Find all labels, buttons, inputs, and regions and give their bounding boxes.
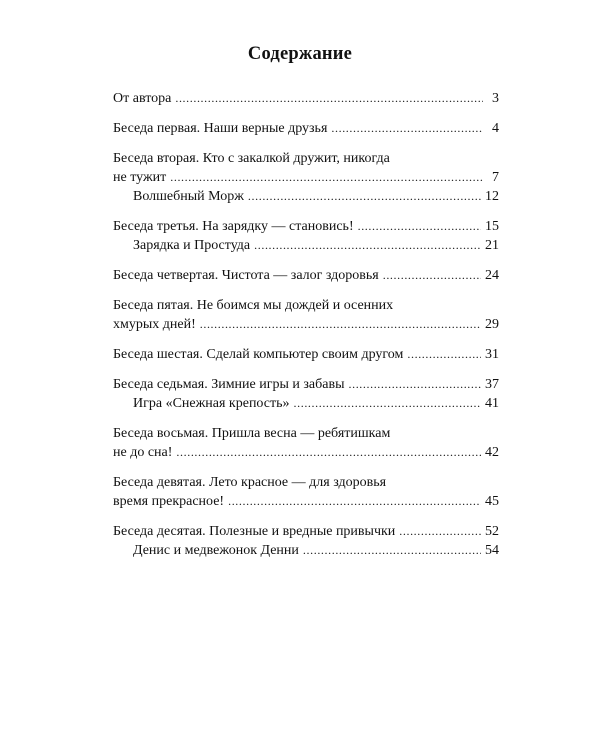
toc-entry-title: Беседа десятая. Полезные и вредные привычки bbox=[113, 524, 396, 539]
toc-line[interactable] bbox=[113, 492, 499, 511]
page-number: 7 bbox=[492, 170, 499, 185]
page-number: 52 bbox=[485, 524, 499, 539]
toc-line[interactable] bbox=[113, 168, 499, 187]
toc-entry-title-line: Беседа девятая. Лето красное — для здоровья bbox=[113, 475, 387, 490]
page-number: 37 bbox=[485, 377, 499, 392]
toc-entry bbox=[113, 266, 499, 285]
dot-leader bbox=[294, 394, 481, 413]
toc-subentry[interactable] bbox=[113, 541, 499, 560]
toc-entry-title: Беседа первая. Наши верные друзья bbox=[113, 121, 328, 136]
page-number: 3 bbox=[492, 91, 499, 106]
page-number: 12 bbox=[485, 189, 499, 204]
toc-entry bbox=[113, 345, 499, 364]
toc-line[interactable] bbox=[113, 266, 499, 285]
toc-line[interactable] bbox=[113, 315, 499, 334]
toc-entry-title-line: Беседа восьмая. Пришла весна — ребятишкам bbox=[113, 426, 391, 441]
toc-entry-title: От автора bbox=[113, 91, 172, 106]
page-number: 31 bbox=[485, 347, 499, 362]
toc-subentry[interactable] bbox=[113, 394, 499, 413]
table-of-contents bbox=[113, 89, 499, 571]
page-number: 4 bbox=[492, 121, 499, 136]
toc-line[interactable] bbox=[113, 443, 499, 462]
toc-line[interactable] bbox=[113, 522, 499, 541]
page-number: 42 bbox=[485, 445, 499, 460]
page-number: 41 bbox=[485, 396, 499, 411]
page-number: 45 bbox=[485, 494, 499, 509]
toc-line[interactable] bbox=[113, 119, 499, 138]
toc-line[interactable] bbox=[113, 345, 499, 364]
toc-subentry[interactable] bbox=[113, 187, 499, 206]
toc-entry bbox=[113, 89, 499, 108]
dot-leader bbox=[175, 89, 483, 108]
dot-leader bbox=[303, 541, 481, 560]
page-number: 29 bbox=[485, 317, 499, 332]
toc-line[interactable] bbox=[113, 217, 499, 236]
page-number: 54 bbox=[485, 543, 499, 558]
toc-entry bbox=[113, 217, 499, 255]
toc-entry bbox=[113, 522, 499, 560]
dot-leader bbox=[399, 522, 481, 541]
dot-leader bbox=[254, 236, 481, 255]
dot-leader bbox=[176, 443, 481, 462]
page-number: 21 bbox=[485, 238, 499, 253]
page-title: Содержание bbox=[247, 44, 353, 64]
toc-entry-title: Беседа четвертая. Чистота — залог здоровья bbox=[113, 268, 379, 283]
dot-leader bbox=[248, 187, 481, 206]
toc-entry bbox=[113, 296, 499, 334]
dot-leader bbox=[407, 345, 481, 364]
dot-leader bbox=[228, 492, 481, 511]
toc-entry-title: хмурых дней! bbox=[113, 317, 196, 332]
dot-leader bbox=[331, 119, 483, 138]
dot-leader bbox=[170, 168, 483, 187]
toc-entry bbox=[113, 473, 499, 511]
toc-entry-title: Беседа шестая. Сделай компьютер своим другом bbox=[113, 347, 404, 362]
toc-subentry[interactable] bbox=[113, 236, 499, 255]
toc-entry-title: время прекрасное! bbox=[113, 494, 225, 509]
toc-entry-title: Беседа седьмая. Зимние игры и забавы bbox=[113, 377, 345, 392]
toc-entry-title: не тужит bbox=[113, 170, 167, 185]
toc-entry-title: Волшебный Морж bbox=[133, 189, 244, 204]
toc-entry-title: не до сна! bbox=[113, 445, 173, 460]
toc-entry-title: Игра «Снежная крепость» bbox=[133, 396, 290, 411]
dot-leader bbox=[200, 315, 481, 334]
toc-entry bbox=[113, 424, 499, 462]
toc-entry-title: Денис и медвежонок Денни bbox=[133, 543, 299, 558]
toc-line[interactable] bbox=[113, 375, 499, 394]
toc-entry bbox=[113, 375, 499, 413]
dot-leader bbox=[349, 375, 482, 394]
toc-entry bbox=[113, 119, 499, 138]
toc-entry-title: Зарядка и Простуда bbox=[133, 238, 251, 253]
toc-entry-title: Беседа третья. На зарядку — становись! bbox=[113, 219, 354, 234]
toc-entry bbox=[113, 149, 499, 206]
dot-leader bbox=[383, 266, 481, 285]
dot-leader bbox=[358, 217, 481, 236]
page-number: 15 bbox=[485, 219, 499, 234]
toc-line[interactable] bbox=[113, 89, 499, 108]
toc-entry-title-line: Беседа пятая. Не боимся мы дождей и осенних bbox=[113, 298, 394, 313]
page-number: 24 bbox=[485, 268, 499, 283]
toc-entry-title-line: Беседа вторая. Кто с закалкой дружит, никогда bbox=[113, 151, 390, 166]
